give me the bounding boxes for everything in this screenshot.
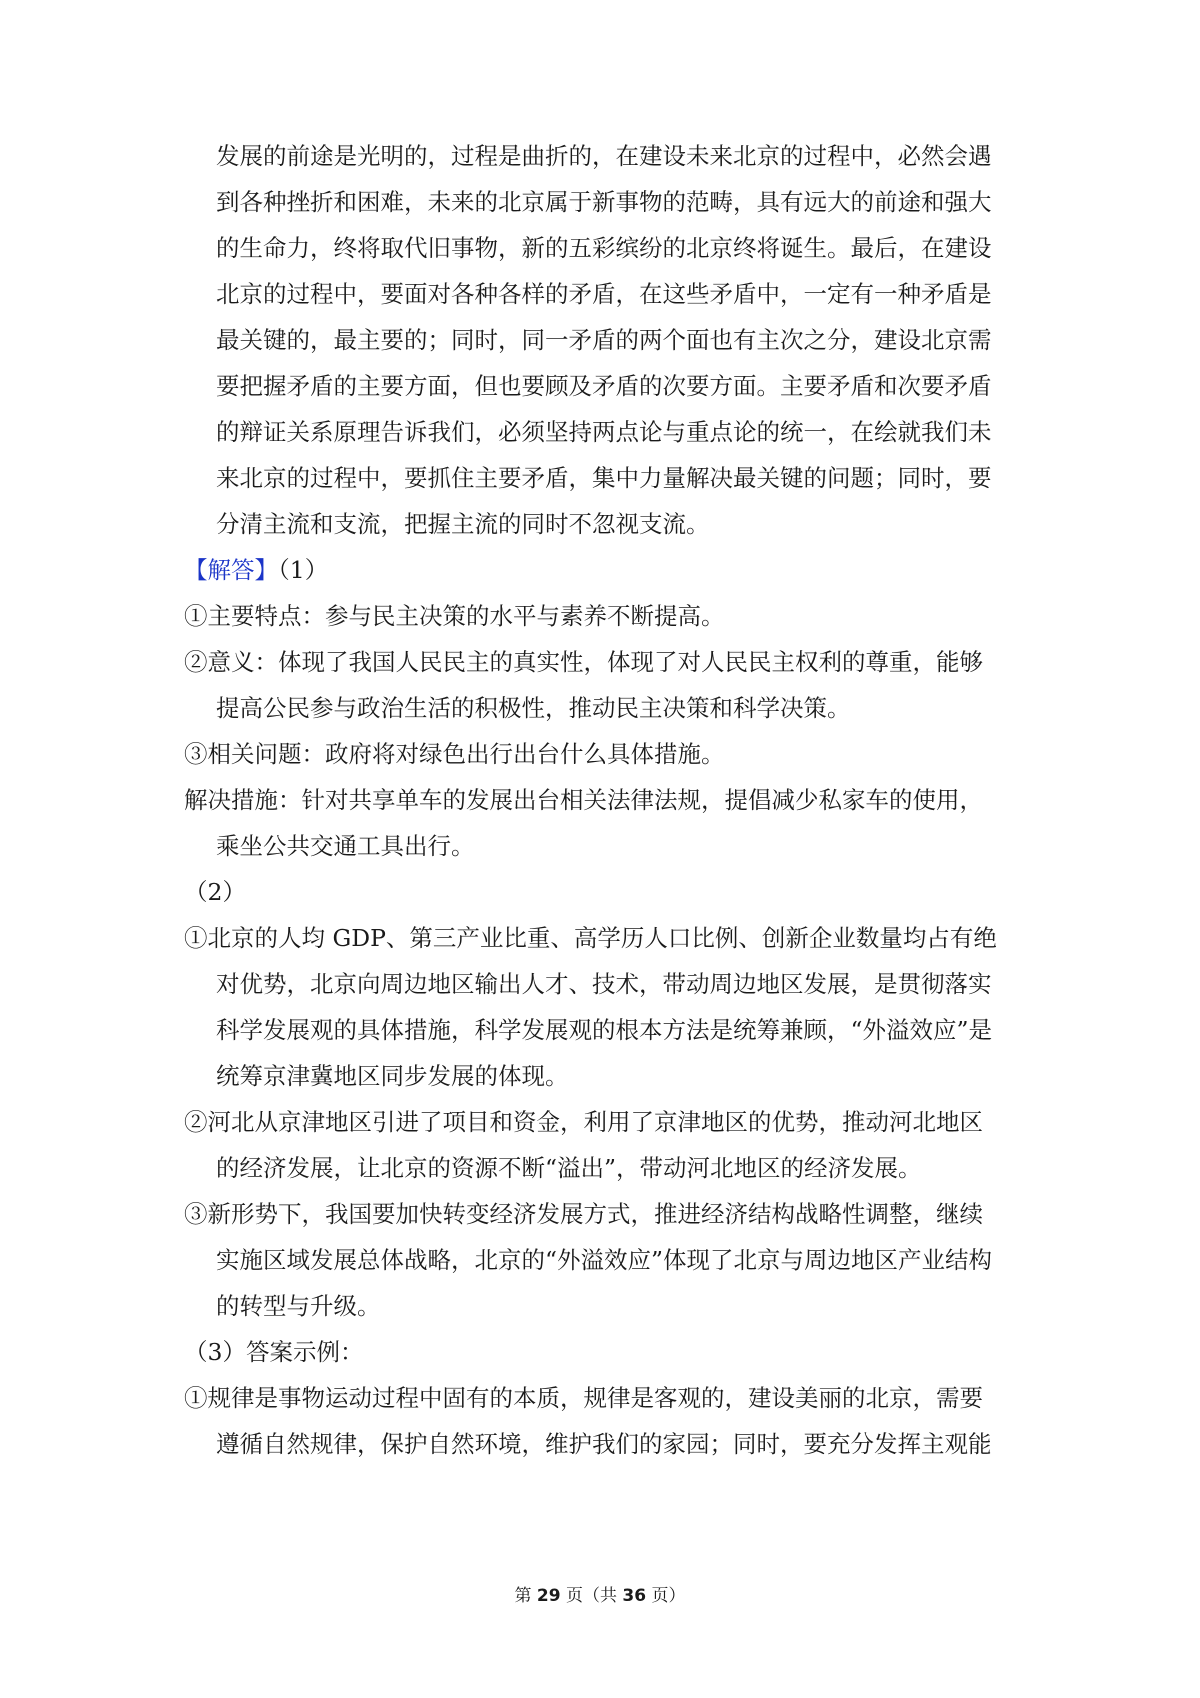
part2-label: （2）	[184, 878, 246, 906]
answer-line: ①北京的人均 GDP、第三产业比重、高学历人口比例、创新企业数量均占有绝	[184, 924, 997, 952]
page-number: 29	[536, 1586, 561, 1606]
answer-line: ③新形势下，我国要加快转变经济发展方式，推进经济结构战略性调整，继续	[184, 1200, 983, 1228]
answer-line: ③相关问题：政府将对绿色出行出台什么具体措施。	[184, 740, 725, 768]
intro-line: 的生命力，终将取代旧事物，新的五彩缤纷的北京终将诞生。最后，在建设	[216, 234, 992, 262]
intro-line: 要把握矛盾的主要方面，但也要顾及矛盾的次要方面。主要矛盾和次要矛盾	[216, 372, 992, 400]
part3-label: （3）答案示例：	[184, 1338, 364, 1366]
answer-line: 对优势，北京向周边地区输出人才、技术，带动周边地区发展，是贯彻落实	[216, 970, 992, 998]
answer-line: ②意义：体现了我国人民民主的真实性，体现了对人民民主权利的尊重，能够	[184, 648, 983, 676]
intro-line: 北京的过程中，要面对各种各样的矛盾，在这些矛盾中，一定有一种矛盾是	[216, 280, 992, 308]
footer-suffix: 页）	[651, 1586, 686, 1606]
answer-line: 的转型与升级。	[216, 1292, 381, 1320]
answer-heading	[184, 554, 328, 587]
answer-line: 统筹京津冀地区同步发展的体现。	[216, 1062, 569, 1090]
intro-line: 的辩证关系原理告诉我们，必须坚持两点论与重点论的统一，在绘就我们未	[216, 418, 992, 446]
answer-tag: 【解答】	[184, 556, 278, 584]
footer-prefix: 第	[514, 1586, 532, 1606]
page-total: 36	[622, 1586, 647, 1606]
intro-line: 到各种挫折和困难，未来的北京属于新事物的范畴，具有远大的前途和强大	[216, 188, 992, 216]
answer-line: ①主要特点：参与民主决策的水平与素养不断提高。	[184, 602, 725, 630]
page-footer	[0, 1585, 1200, 1609]
answer-line: 科学发展观的具体措施，科学发展观的根本方法是统筹兼顾，“外溢效应”是	[216, 1016, 993, 1044]
part1-label: （1）	[278, 556, 329, 584]
footer-middle: 页（共	[566, 1586, 617, 1606]
answer-line: 解决措施：针对共享单车的发展出台相关法律法规，提倡减少私家车的使用，	[184, 786, 983, 814]
intro-line: 发展的前途是光明的，过程是曲折的，在建设未来北京的过程中，必然会遇	[216, 142, 992, 170]
answer-line: 实施区域发展总体战略，北京的“外溢效应”体现了北京与周边地区产业结构	[216, 1246, 993, 1274]
intro-line: 分清主流和支流，把握主流的同时不忽视支流。	[216, 510, 710, 538]
answer-line: 提高公民参与政治生活的积极性，推动民主决策和科学决策。	[216, 694, 851, 722]
answer-line: ②河北从京津地区引进了项目和资金，利用了京津地区的优势，推动河北地区	[184, 1108, 983, 1136]
answer-line: ①规律是事物运动过程中固有的本质，规律是客观的，建设美丽的北京，需要	[184, 1384, 983, 1412]
answer-line: 乘坐公共交通工具出行。	[216, 832, 475, 860]
intro-line: 来北京的过程中，要抓住主要矛盾，集中力量解决最关键的问题；同时，要	[216, 464, 992, 492]
answer-line: 遵循自然规律，保护自然环境，维护我们的家园；同时，要充分发挥主观能	[216, 1430, 992, 1458]
intro-line: 最关键的，最主要的；同时，同一矛盾的两个面也有主次之分，建设北京需	[216, 326, 992, 354]
answer-line: 的经济发展，让北京的资源不断“溢出”，带动河北地区的经济发展。	[216, 1154, 922, 1182]
